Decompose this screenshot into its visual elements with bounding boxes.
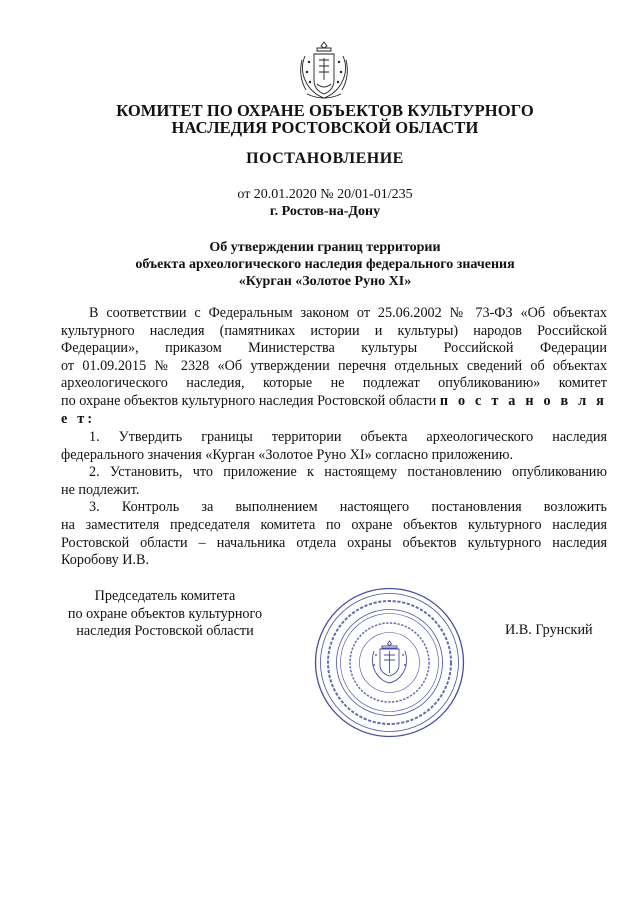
item-2-line: не подлежит. — [61, 481, 140, 498]
signer-position-line: Председатель комитета — [94, 588, 236, 604]
preamble-line: от 01.09.2015 № 2328 «Об утверждении перечня отдельных сведений об объектах — [61, 357, 607, 374]
signer-position-line: наследия Ростовской области — [76, 623, 254, 640]
preamble-line: культурного наследия (памятниках истории и культуры) народов Российской — [61, 322, 607, 339]
committee-line-2: НАСЛЕДИЯ РОСТОВСКОЙ ОБЛАСТИ — [171, 118, 479, 137]
item-3-line: на заместителя председателя комитета по охране объектов культурного наследия — [61, 516, 607, 533]
signer-position — [60, 588, 270, 641]
preamble-line: В соответствии с Федеральным законом от 25.06.2002 № 73-ФЗ «Об объектах — [89, 305, 607, 321]
document-subject — [60, 239, 590, 290]
item-2-line: 2. Установить, что приложение к настоящему постановлению опубликованию — [89, 464, 607, 481]
document-type: ПОСТАНОВЛЕНИЕ — [246, 150, 404, 167]
resolution-items — [61, 429, 607, 570]
coat-of-arms-icon — [297, 40, 351, 102]
signer-name: И.В. Грунский — [505, 622, 593, 638]
subject-line-3: «Курган «Золотое Руно XI» — [238, 274, 412, 289]
preamble-line — [61, 393, 607, 428]
preamble-line: Федерации», приказом Министерства культуры Российской Федерации — [61, 340, 607, 357]
official-seal-icon — [312, 585, 467, 740]
committee-name — [60, 102, 590, 136]
item-3-line: 3. Контроль за выполнением настоящего постановления возложить — [89, 499, 607, 516]
item-3-line: Ростовской области – начальника отдела охраны объектов культурного наследия — [61, 534, 607, 551]
subject-line-2: объекта археологического наследия федерального значения — [135, 257, 515, 272]
resolves-word: п о с т а н о в л я е т: — [61, 392, 607, 427]
preamble-line: археологического наследия, которые не подлежат опубликованию» комитет — [61, 375, 607, 392]
subject-line-1: Об утверждении границ территории — [209, 240, 441, 255]
item-1-line: федерального значения «Курган «Золотое Руно XI» согласно приложению. — [61, 446, 514, 463]
date-number: от 20.01.2020 № 20/01-01/235 — [237, 187, 413, 202]
item-3-line: Коробову И.В. — [61, 552, 150, 569]
item-1-line: 1. Утвердить границы территории объекта археологического наследия — [89, 429, 607, 445]
preamble-line-text: по охране объектов культурного наследия Ростовской области — [61, 392, 440, 409]
city: г. Ростов-на-Дону — [269, 204, 381, 219]
signer-position-line: по охране объектов культурного — [67, 605, 263, 622]
preamble-paragraph — [61, 305, 607, 428]
committee-line-1: КОМИТЕТ ПО ОХРАНЕ ОБЪЕКТОВ КУЛЬТУРНОГО — [116, 101, 534, 120]
